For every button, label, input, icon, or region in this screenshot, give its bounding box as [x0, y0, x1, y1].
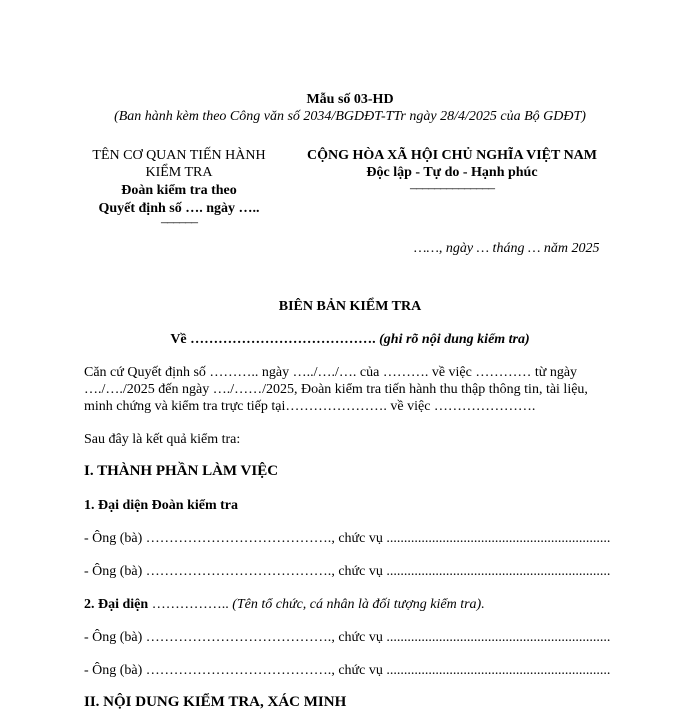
inspection-team-line1: Đoàn kiểm tra theo — [121, 183, 237, 198]
member-role-blank: , chức vụ ................................................................ — [331, 663, 611, 678]
member-name-blank: - Ông (bà) …………………………………. — [84, 663, 332, 678]
section1-sub2-heading — [84, 596, 485, 613]
sub2-note: (Tên tổ chức, cá nhân là đối tượng kiểm tra). — [228, 597, 485, 612]
basis-line3: minh chứng và kiểm tra trực tiếp tại…………………. về việc …………………. — [84, 399, 536, 414]
member-name-blank: - Ông (bà) …………………………………. — [84, 630, 332, 645]
results-intro: Sau đây là kết quả kiểm tra: — [84, 432, 241, 447]
basis-line2: …./…./2025 đến ngày …./……/2025, Đoàn kiểm tra tiến hành thu thập thông tin, tài liệu, — [84, 382, 588, 397]
national-motto: Độc lập - Tự do - Hạnh phúc — [366, 165, 538, 180]
sub2-dots: …………….. — [148, 597, 229, 612]
member-name-blank: - Ông (bà) …………………………………. — [84, 531, 332, 546]
team-member-row — [84, 563, 610, 580]
agency-name-line1: TÊN CƠ QUAN TIẾN HÀNH — [92, 148, 266, 163]
section1-sub1-heading: 1. Đại diện Đoàn kiểm tra — [84, 498, 238, 513]
subject-note: (ghi rõ nội dung kiểm tra) — [375, 332, 530, 347]
right-underline: –––––––––––––– — [410, 181, 494, 196]
member-role-blank: , chức vụ ................................................................ — [331, 630, 611, 645]
national-title: CỘNG HÒA XÃ HỘI CHỦ NGHĨA VIỆT NAM — [306, 148, 597, 163]
form-number: Mẫu số 03-HD — [306, 92, 394, 107]
document-title: BIÊN BẢN KIỂM TRA — [278, 299, 422, 314]
inspection-team-line2: Quyết định số …. ngày ….. — [98, 201, 260, 216]
member-role-blank: , chức vụ ................................................................ — [331, 531, 611, 546]
subject-line — [0, 331, 700, 348]
member-role-blank: , chức vụ ................................................................ — [331, 564, 611, 579]
sub2-label: 2. Đại diện — [84, 597, 149, 612]
subject-prefix: Về …………………………………. — [170, 332, 376, 347]
team-member-row — [84, 530, 610, 547]
section1-heading: I. THÀNH PHẦN LÀM VIỆC — [84, 463, 279, 479]
subject-member-row — [84, 629, 610, 646]
section2-heading: II. NỘI DUNG KIỂM TRA, XÁC MINH — [84, 694, 347, 710]
date-line: ……, ngày … tháng … năm 2025 — [414, 241, 600, 256]
basis-line1: Căn cứ Quyết định số ……….. ngày …../…./…. của ………. về việc ………… từ ngày — [84, 365, 578, 380]
agency-name-line2: KIỂM TRA — [145, 165, 213, 180]
member-name-blank: - Ông (bà) …………………………………. — [84, 564, 332, 579]
issuance-note: (Ban hành kèm theo Công văn số 2034/BGDĐT-TTr ngày 28/4/2025 của Bộ GDĐT) — [114, 109, 586, 124]
subject-member-row — [84, 662, 610, 679]
left-underline: –––––– — [161, 215, 197, 230]
